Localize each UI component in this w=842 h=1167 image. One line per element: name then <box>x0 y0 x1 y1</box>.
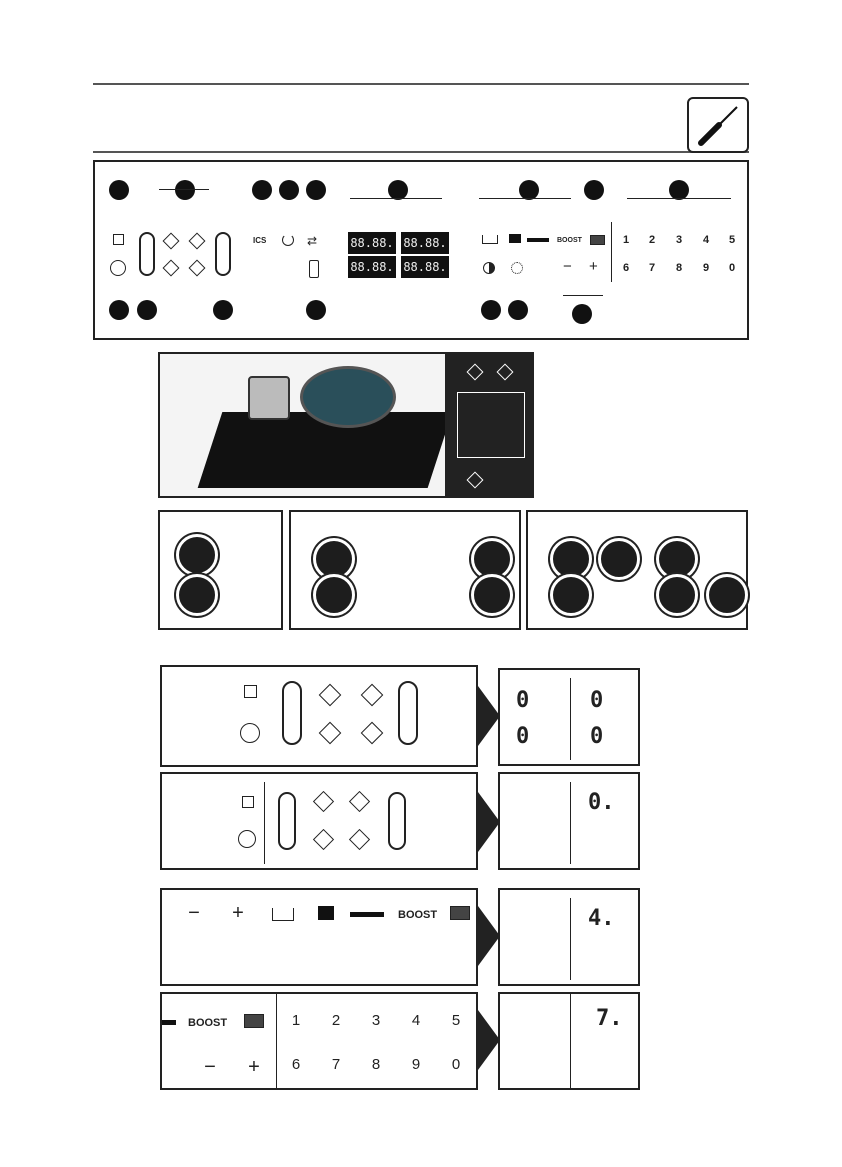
key-8[interactable]: 8 <box>675 262 683 274</box>
key-5[interactable]: 5 <box>728 234 736 246</box>
key-4[interactable]: 4 <box>702 234 710 246</box>
step3-panel <box>160 888 478 986</box>
zone-select-bottom-right[interactable] <box>361 722 384 745</box>
keep-warm-icon[interactable] <box>272 908 294 921</box>
grill-icon[interactable] <box>590 235 605 245</box>
key-8[interactable]: 8 <box>371 1056 381 1073</box>
pan-icon[interactable] <box>350 912 384 917</box>
control-panel-diagram <box>93 160 749 340</box>
zone-config-2 <box>289 510 521 630</box>
key-1[interactable]: 1 <box>622 234 630 246</box>
callout-dot <box>175 180 195 200</box>
key-7[interactable]: 7 <box>648 262 656 274</box>
zone-config-3 <box>526 510 748 630</box>
callout-dot <box>508 300 528 320</box>
display-2: 88.88. <box>348 256 396 278</box>
key-6[interactable]: 6 <box>291 1056 301 1073</box>
zone-select-top-left[interactable] <box>313 791 334 812</box>
callout-dot <box>584 180 604 200</box>
pan-icon[interactable] <box>527 238 549 242</box>
callout-bar <box>350 198 442 199</box>
key-6[interactable]: 6 <box>622 262 630 274</box>
key-3[interactable]: 3 <box>371 1012 381 1029</box>
key-1[interactable]: 1 <box>291 1012 301 1029</box>
header-bottom-rule <box>93 151 749 153</box>
zone-select-top-right[interactable] <box>189 233 206 250</box>
step3-display <box>498 888 640 986</box>
right-zone-slider[interactable] <box>398 681 418 745</box>
callout-bar <box>479 198 571 199</box>
step2-panel <box>160 772 478 870</box>
zone-select-bottom-left[interactable] <box>319 722 342 745</box>
hob-zone <box>176 574 218 616</box>
zone-map <box>457 392 525 458</box>
panel-divider <box>611 222 612 282</box>
lock-icon[interactable] <box>244 685 257 698</box>
key-9[interactable]: 9 <box>411 1056 421 1073</box>
display-digit: 0. <box>588 790 615 815</box>
key-2[interactable]: 2 <box>331 1012 341 1029</box>
header-top-rule <box>93 83 749 85</box>
arrow-right <box>478 1010 500 1070</box>
zone-config-1 <box>158 510 283 630</box>
grill-icon[interactable] <box>450 906 470 920</box>
timer-icon[interactable] <box>483 262 495 274</box>
battery-icon <box>309 260 319 278</box>
clock-icon[interactable] <box>511 262 523 274</box>
key-4[interactable]: 4 <box>411 1012 421 1029</box>
display-digit: 7. <box>596 1006 623 1031</box>
callout-dot <box>137 300 157 320</box>
callout-bar <box>159 189 209 190</box>
callout-bar <box>627 198 731 199</box>
pot-icon[interactable] <box>509 234 521 243</box>
left-zone-slider[interactable] <box>139 232 155 276</box>
right-zone-slider[interactable] <box>215 232 231 276</box>
cooktop-illustration <box>158 352 534 498</box>
keep-warm-icon[interactable] <box>482 235 498 244</box>
power-icon[interactable] <box>110 260 126 276</box>
callout-dot <box>109 300 129 320</box>
boost-label[interactable]: BOOST <box>398 909 438 921</box>
callout-dot <box>669 180 689 200</box>
callout-dot <box>279 180 299 200</box>
hob-zone <box>176 534 218 576</box>
key-5[interactable]: 5 <box>451 1012 461 1029</box>
right-zone-slider[interactable] <box>388 792 406 850</box>
lock-icon[interactable] <box>113 234 124 245</box>
hob-zone <box>598 538 640 580</box>
callout-dot <box>388 180 408 200</box>
plus-button[interactable]: + <box>589 258 598 275</box>
swap-arrows-icon[interactable]: ⇄ <box>307 234 318 248</box>
zone-select-bottom-left[interactable] <box>163 260 180 277</box>
display-digit: 0 <box>516 724 530 749</box>
callout-dot <box>306 180 326 200</box>
step4-display <box>498 992 640 1090</box>
display-divider <box>570 678 571 760</box>
key-2[interactable]: 2 <box>648 234 656 246</box>
left-zone-slider[interactable] <box>282 681 302 745</box>
step4-panel <box>160 992 478 1090</box>
saucepan <box>248 376 290 420</box>
hob-zone <box>313 574 355 616</box>
callout-bar <box>563 295 603 296</box>
step1-display <box>498 668 640 766</box>
display-digit: 0 <box>590 724 604 749</box>
minus-button[interactable]: − <box>204 1056 216 1078</box>
callout-dot <box>572 304 592 324</box>
screwdriver-icon <box>687 97 749 153</box>
power-icon[interactable] <box>238 830 256 848</box>
zone-select-top-right[interactable] <box>361 684 384 707</box>
display-digit: 0 <box>590 688 604 713</box>
display-digit: 4. <box>588 906 615 931</box>
callout-dot <box>481 300 501 320</box>
step1-panel <box>160 665 478 767</box>
key-9[interactable]: 9 <box>702 262 710 274</box>
zone-select-bottom-right[interactable] <box>189 260 206 277</box>
minus-button[interactable]: − <box>188 902 200 924</box>
grill-icon[interactable] <box>244 1014 264 1028</box>
zone-select-bottom-right[interactable] <box>349 829 370 850</box>
plus-button[interactable]: + <box>248 1056 260 1078</box>
power-icon[interactable] <box>240 723 260 743</box>
hob-zone <box>656 574 698 616</box>
arrow-right <box>478 906 500 966</box>
pot-icon[interactable] <box>318 906 334 920</box>
zone-select-top-left[interactable] <box>319 684 342 707</box>
hob-zone <box>471 574 513 616</box>
arrow-right <box>478 792 500 852</box>
ics-label[interactable]: ICS <box>253 236 267 245</box>
callout-dot <box>213 300 233 320</box>
boost-label[interactable]: BOOST <box>188 1017 228 1029</box>
display-digit: 0 <box>516 688 530 713</box>
display-4: 88.88. <box>401 256 449 278</box>
callout-dot <box>306 300 326 320</box>
plus-button[interactable]: + <box>232 902 244 924</box>
hob-zone <box>706 574 748 616</box>
left-zone-slider[interactable] <box>278 792 296 850</box>
zone-select-top-left[interactable] <box>163 233 180 250</box>
panel-divider <box>276 994 277 1088</box>
pan-icon[interactable] <box>162 1020 176 1025</box>
key-0[interactable]: 0 <box>451 1056 461 1073</box>
display-1: 88.88. <box>348 232 396 254</box>
key-7[interactable]: 7 <box>331 1056 341 1073</box>
key-0[interactable]: 0 <box>728 262 736 274</box>
display-3: 88.88. <box>401 232 449 254</box>
callout-dot <box>109 180 129 200</box>
display-divider <box>570 782 571 864</box>
callout-dot <box>252 180 272 200</box>
arrow-right <box>478 686 500 746</box>
lock-icon[interactable] <box>242 796 254 808</box>
zone-select-top-right[interactable] <box>349 791 370 812</box>
hob-zone <box>550 574 592 616</box>
step2-display <box>498 772 640 870</box>
callout-dot <box>519 180 539 200</box>
boost-label[interactable]: BOOST <box>557 237 582 244</box>
minus-button[interactable]: − <box>563 258 572 275</box>
panel-divider <box>264 782 265 864</box>
refresh-icon[interactable] <box>282 234 294 246</box>
key-3[interactable]: 3 <box>675 234 683 246</box>
display-divider <box>570 898 571 980</box>
zone-select-bottom-left[interactable] <box>313 829 334 850</box>
display-divider <box>570 994 571 1088</box>
frying-pan <box>300 366 396 428</box>
